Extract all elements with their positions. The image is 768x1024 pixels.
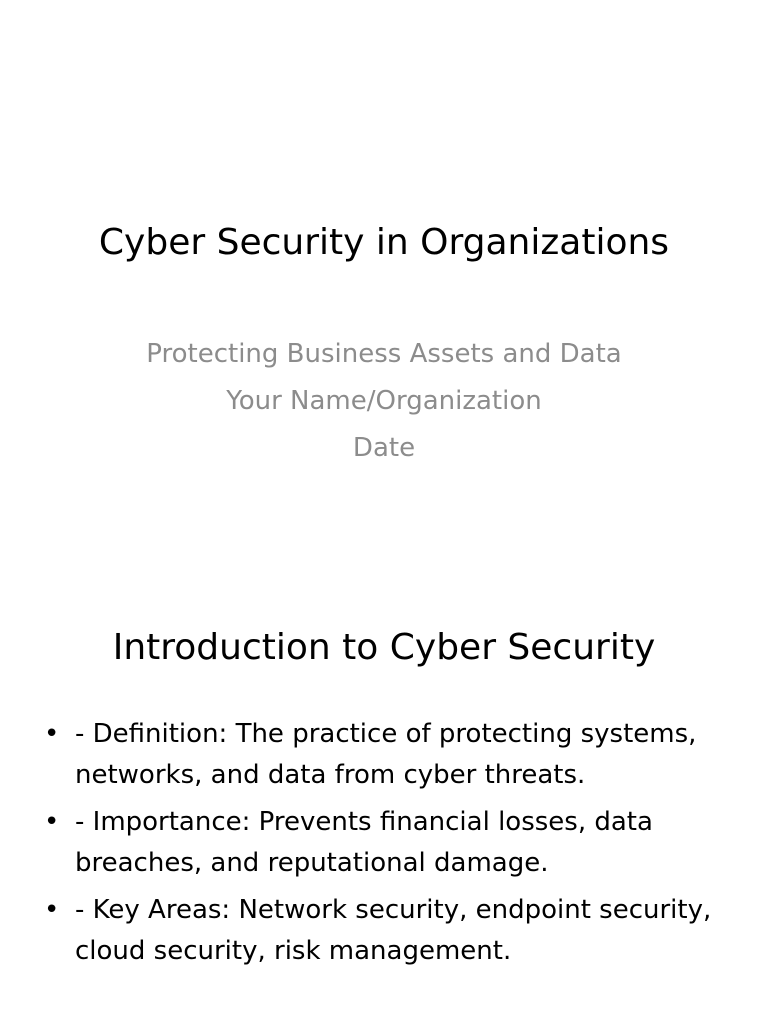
subtitle-tagline: Protecting Business Assets and Data <box>146 339 622 369</box>
bullet-text: - Importance: Prevents financial losses, data breaches, and reputational damage. <box>75 807 653 878</box>
bullet-icon: • <box>44 719 60 749</box>
slide-subtitle <box>0 331 768 472</box>
bullet-item-definition <box>0 714 720 796</box>
bullet-item-importance <box>0 802 720 884</box>
bullet-list <box>0 714 720 978</box>
slide-title: Introduction to Cyber Security <box>112 627 656 668</box>
bullet-item-key-areas <box>0 890 720 972</box>
subtitle-author: Your Name/Organization <box>226 386 542 416</box>
bullet-icon: • <box>44 895 60 925</box>
subtitle-date: Date <box>352 433 416 463</box>
bullet-text: - Definition: The practice of protecting systems, networks, and data from cyber threats. <box>75 719 697 790</box>
intro-slide <box>0 576 768 1024</box>
bullet-icon: • <box>44 807 60 837</box>
bullet-text: - Key Areas: Network security, endpoint security, cloud security, risk management. <box>75 895 712 966</box>
slide-title: Cyber Security in Organizations <box>98 222 670 263</box>
